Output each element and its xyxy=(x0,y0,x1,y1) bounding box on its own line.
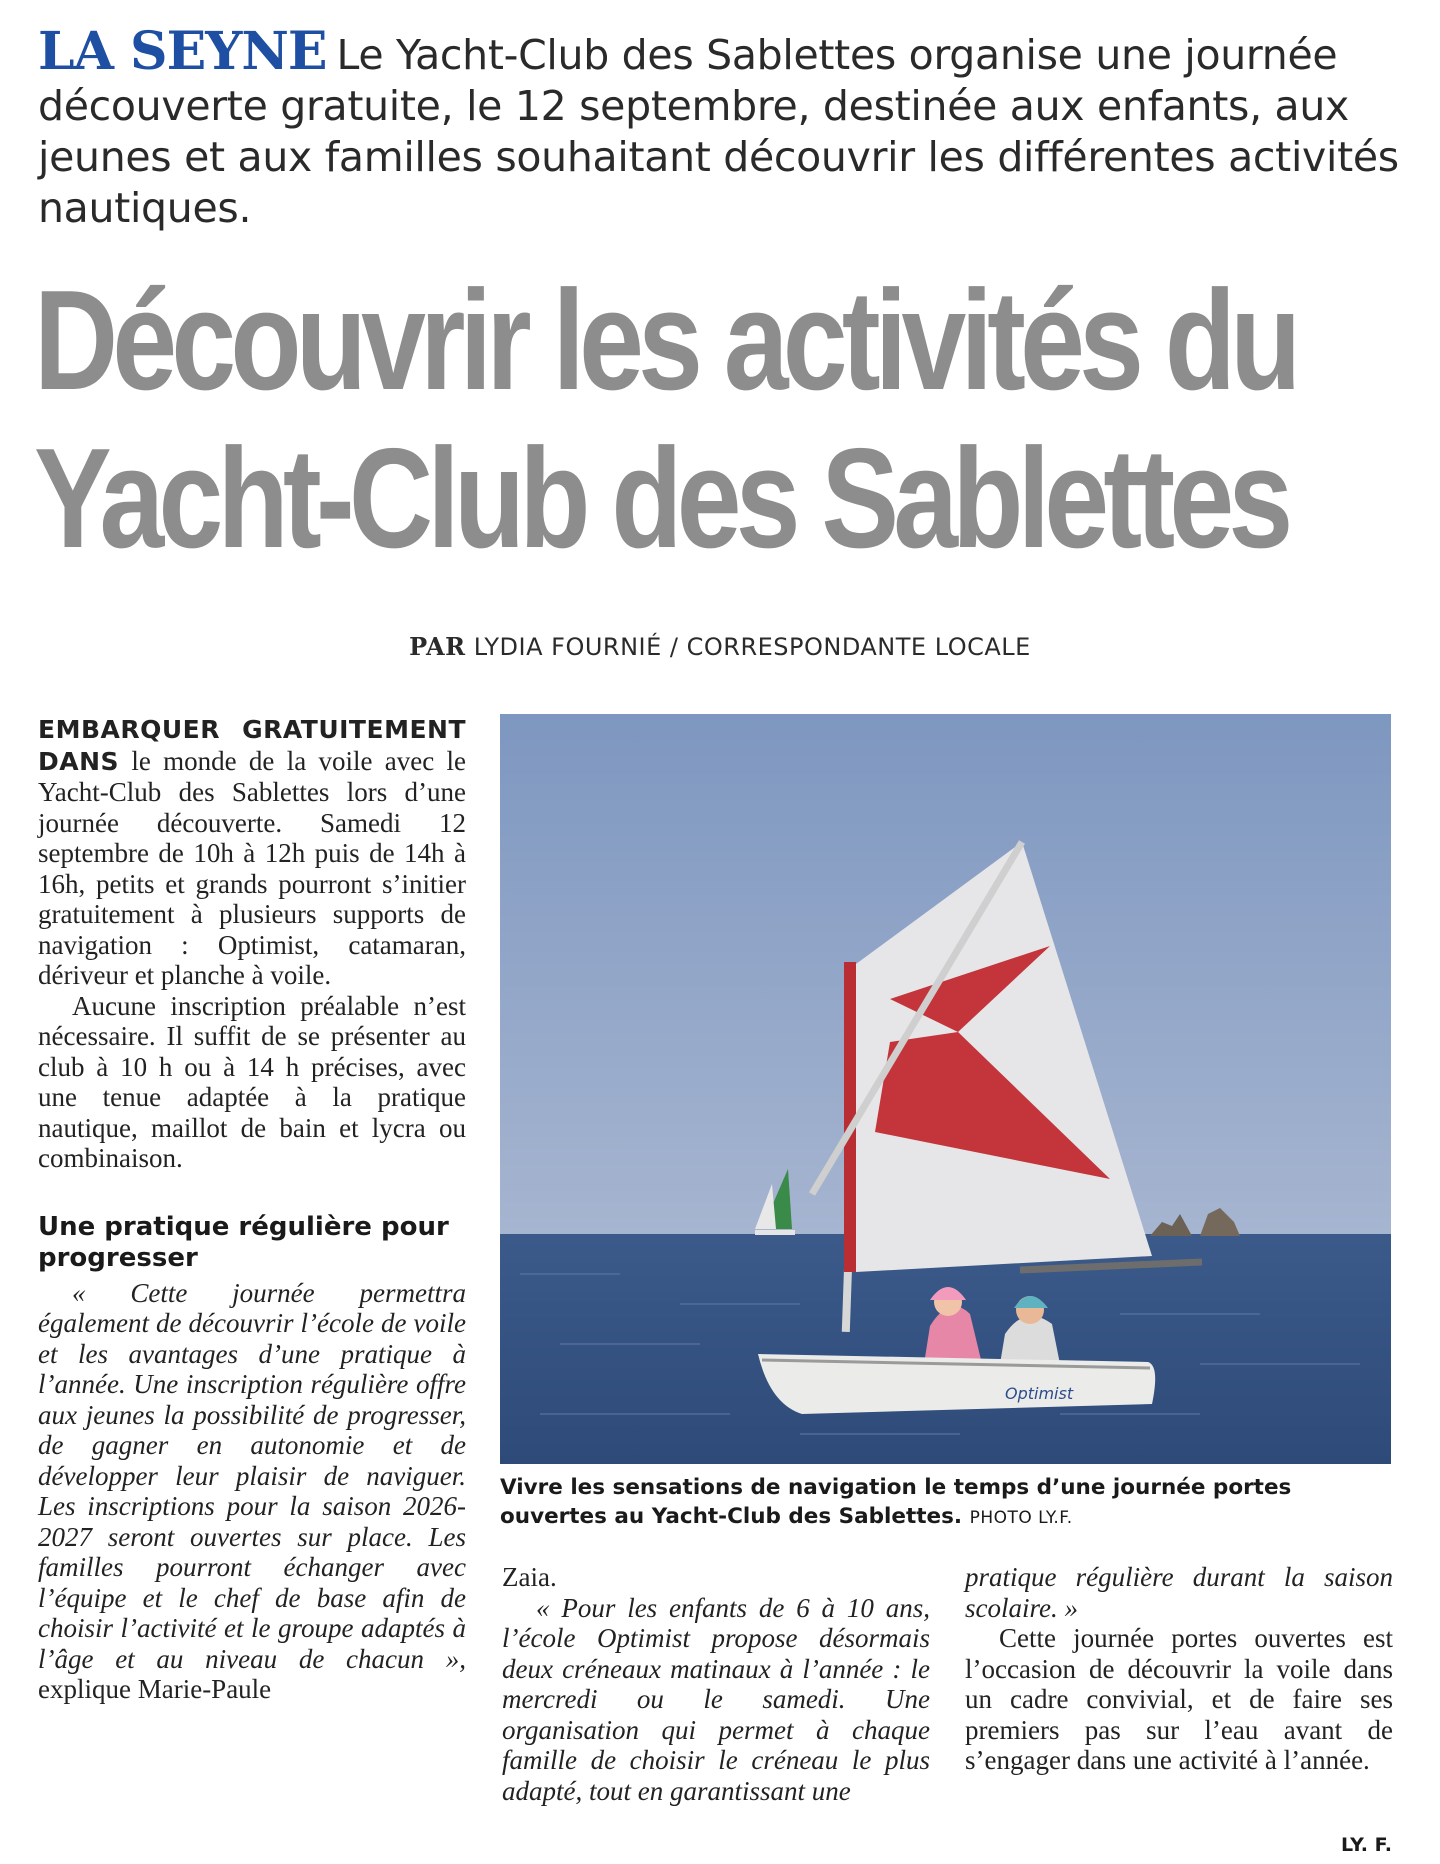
standfirst xyxy=(38,21,1408,234)
paragraph-3 xyxy=(38,1278,466,1705)
article-column-1 xyxy=(38,714,466,1705)
quote-attribution: explique Marie-Paule xyxy=(38,1674,272,1704)
article-column-2 xyxy=(502,1562,930,1806)
paragraph-4: « Pour les enfants de 6 à 10 ans, l’école Optimist propose désormais deux créneaux matinaux à l’année : le mercredi ou le samedi. Une organisation qui permet à chaque famille de choisir le créneau le plus adapté, tout en garantissant une xyxy=(502,1592,930,1806)
byline-prefix: PAR xyxy=(409,632,466,661)
quote-2-end: pratique régulière durant la saison scolaire. » xyxy=(965,1562,1393,1623)
paragraph-5: Cette journée portes ouvertes est l’occasion de découvrir la voile dans un cadre convivial, et de faire ses premiers pas sur l’eau avant de s’engager dans une activité à l’année. xyxy=(965,1623,1393,1775)
headline xyxy=(34,261,1296,578)
paragraph-1 xyxy=(38,714,466,991)
optimist-boat-illustration xyxy=(500,714,1391,1464)
byline-author: LYDIA FOURNIÉ / CORRESPONDANTE LOCALE xyxy=(473,633,1031,661)
paragraph-1-text: le monde de la voile avec le Yacht-Club des Sablettes lors d’une journée découverte. Samedi 12 septembre de 10h à 12h puis de 14h à 16h, petits et grands pourront s’initier gratuitement à plusieurs supports de navigation : Optimist, catamaran, dériveur et planche à voile. xyxy=(38,745,467,990)
headline-line-2: Yacht-Club des Sablettes xyxy=(34,419,1288,578)
headline-line-1: Découvrir les activités du xyxy=(34,261,1296,420)
sailing-photo xyxy=(500,714,1391,1464)
photo-credit: PHOTO LY.F. xyxy=(969,1508,1073,1528)
subheading: Une pratique régulière pour progresser xyxy=(38,1211,449,1273)
attribution-end: Zaia. xyxy=(502,1562,557,1592)
hull-lettering: Optimist xyxy=(1005,1384,1074,1403)
quote-1: « Cette journée permettra également de découvrir l’école de voile et les avantages d’une pratique à l’année. Une inscription régulière offre aux jeunes la possibilité de progresser, de gagner en autonomie et de développer leur plaisir de naviguer. Les inscriptions pour la saison 2026-2027 seront ouvertes sur place. Les familles pourront échanger avec l’équipe et le chef de base afin de choisir l’activité et le groupe adaptés à l’âge et au niveau de chacun », xyxy=(38,1277,466,1674)
article-column-3 xyxy=(965,1562,1393,1776)
caption-text: Vivre les sensations de navigation le temps d’une journée portes ouvertes au Yacht-Club des Sablettes. xyxy=(500,1475,1292,1529)
location-kicker: LA SEYNE xyxy=(38,21,327,82)
lead-in: EMBARQUER GRATUITEMENT DANS xyxy=(38,715,466,776)
author-signature: LY. F. xyxy=(1341,1834,1392,1856)
paragraph-2: Aucune inscription préalable n’est nécessaire. Il suffit de se présenter au club à 10 h ou à 14 h précises, avec une tenue adaptée à la pratique nautique, maillot de bain et lycra ou combinaison. xyxy=(38,990,466,1173)
photo-caption xyxy=(500,1473,1395,1533)
byline xyxy=(0,632,1440,661)
standfirst-text: Le Yacht-Club des Sablettes organise une journée découverte gratuite, le 12 septembre, destinée aux enfants, aux jeunes et aux familles souhaitant découvrir les différentes activités nautiques. xyxy=(38,31,1399,232)
